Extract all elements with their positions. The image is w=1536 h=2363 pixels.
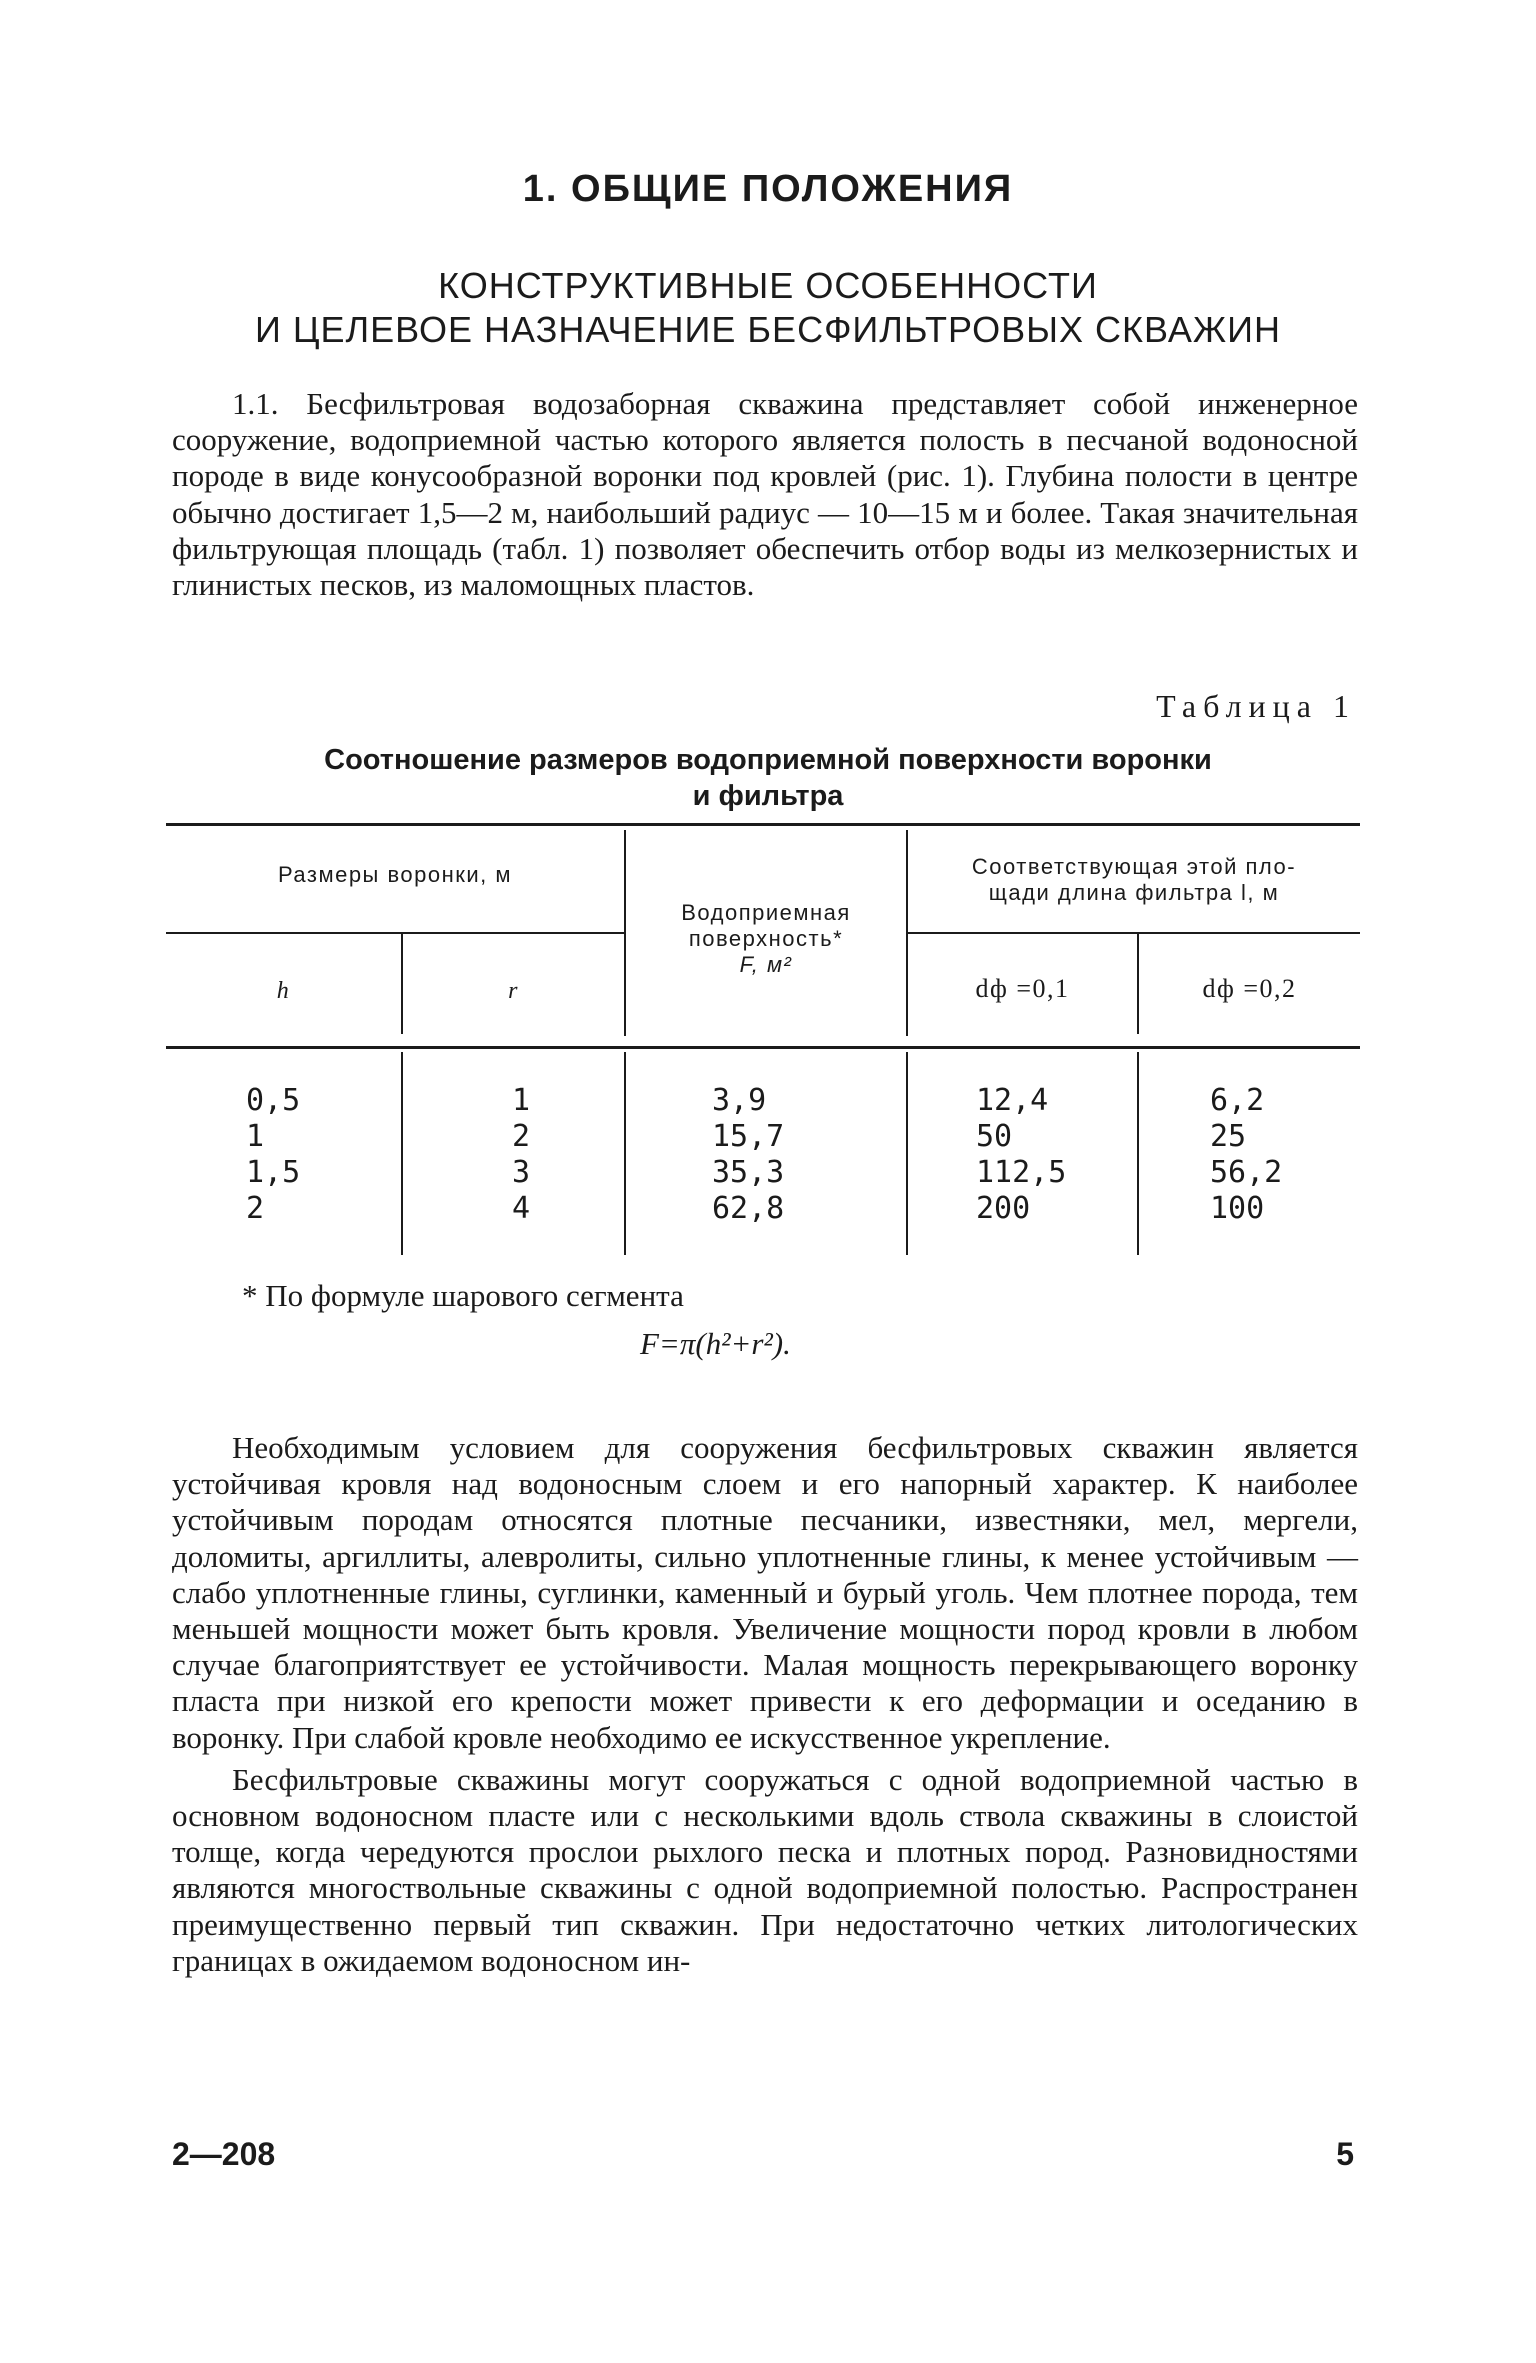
table-cell-h: 1,5	[246, 1155, 301, 1190]
section-title: 1. ОБЩИЕ ПОЛОЖЕНИЯ	[522, 168, 1014, 210]
table-cell-l1: 12,4	[976, 1083, 1049, 1118]
table-cell-l2: 100	[1210, 1191, 1265, 1226]
table-divider-h-r-body	[401, 1052, 403, 1255]
header-d2: dф =0,2	[1202, 974, 1297, 1003]
printer-signature: 2—208	[172, 2136, 276, 2172]
paragraph-2-3	[172, 1430, 1358, 1979]
table-cell-F: 15,7	[712, 1119, 785, 1154]
header-funnel-size: Размеры воронки, м	[277, 862, 513, 887]
table-title-line-1: Соотношение размеров водоприемной поверхности воронки	[324, 744, 1212, 776]
table-cell-l2: 6,2	[1210, 1083, 1265, 1118]
table-cell-r: 1	[512, 1083, 531, 1118]
table-cell-l1: 50	[976, 1119, 1013, 1154]
header-d1: dф =0,1	[975, 974, 1070, 1003]
table-filter-subrule	[906, 932, 1360, 934]
header-r: r	[508, 978, 519, 1004]
subsection-title-line-1: КОНСТРУКТИВНЫЕ ОСОБЕННОСТИ	[438, 265, 1098, 306]
header-surface-line-3: F, м²	[739, 952, 793, 977]
table-divider-funnel-surface-body	[624, 1052, 626, 1255]
header-filter-line-1: Соответствующая этой пло-	[971, 854, 1297, 879]
table-cell-r: 3	[512, 1155, 531, 1190]
table-top-rule	[166, 823, 1360, 826]
table-cell-l1: 200	[976, 1191, 1031, 1226]
table-funnel-subrule	[166, 932, 624, 934]
table-divider-d1-d2-body	[1137, 1052, 1139, 1255]
table-footnote: * По формуле шарового сегмента	[242, 1278, 684, 1313]
table-label: Таблица 1	[1156, 688, 1356, 724]
footnote-formula: F=π(h²+r²).	[640, 1326, 791, 1361]
table-cell-r: 4	[512, 1191, 531, 1226]
table-cell-h: 1	[246, 1119, 265, 1154]
header-h: h	[276, 978, 291, 1004]
paragraph-1-text: 1.1. Бесфильтровая водозаборная скважина представляет собой инженерное сооружение, водоприемной частью которого является полость в песчаной водоносной породе в виде конусообразной воронки под кровлей (рис. 1). Глубина полости в центре обычно достигает 1,5—2 м, наибольший радиус — 10—15 м и более. Такая значительная фильтрующая площадь (табл. 1) позволяет обеспечить отбор воды из мелкозернистых и глинистых песков, из маломощных пластов.	[172, 386, 1358, 603]
table-cell-h: 2	[246, 1191, 265, 1226]
header-surface-line-1: Водоприемная	[681, 900, 851, 925]
table-cell-l2: 56,2	[1210, 1155, 1283, 1190]
paragraph-2-text: Необходимым условием для сооружения бесфильтровых скважин является устойчивая кровля над водоносным слоем и его напорный характер. К наиболее устойчивым породам относятся плотные песчаники, известняки, мел, мергели, доломиты, аргиллиты, алевролиты, сильно уплотненные глины, к менее устойчивым — слабо уплотненные глины, суглинки, каменный и бурый уголь. Чем плотнее порода, тем меньшей мощности может быть кровля. Увеличение мощности пород кровли в любом случае благоприятствует ее устойчивости. Малая мощность перекрывающего воронку пласта при низкой его крепости может привести к его деформации и оседанию в воронку. При слабой кровле необходимо ее искусственное укрепление.	[172, 1430, 1358, 1755]
paragraph-1	[172, 386, 1358, 603]
table-cell-F: 3,9	[712, 1083, 767, 1118]
header-surface-line-2: поверхность*	[688, 926, 844, 951]
table-cell-l2: 25	[1210, 1119, 1247, 1154]
table-cell-F: 35,3	[712, 1155, 785, 1190]
page-number: 5	[1336, 2136, 1354, 2172]
table-cell-h: 0,5	[246, 1083, 301, 1118]
table-title-line-2: и фильтра	[692, 780, 844, 812]
table-cell-l1: 112,5	[976, 1155, 1067, 1190]
subsection-title-line-2: И ЦЕЛЕВОЕ НАЗНАЧЕНИЕ БЕСФИЛЬТРОВЫХ СКВАЖИН	[255, 309, 1281, 350]
table-cell-F: 62,8	[712, 1191, 785, 1226]
paragraph-3-text: Бесфильтровые скважины могут сооружаться с одной водоприемной частью в основном водоносном пласте или с несколькими вдоль ствола скважины в слоистой толще, когда чередуются прослои рыхлого песка и плотных пород. Разновидностями являются многоствольные скважины с одной водоприемной полостью. Распространен преимущественно первый тип скважин. При недостаточно четких литологических границах в ожидаемом водоносном ин-	[172, 1761, 1358, 1978]
table-cell-r: 2	[512, 1119, 531, 1154]
table-header-bottom-rule	[166, 1046, 1360, 1049]
table-divider-surface-filter-body	[906, 1052, 908, 1255]
header-filter-line-2: щади длина фильтра l, м	[988, 880, 1280, 905]
